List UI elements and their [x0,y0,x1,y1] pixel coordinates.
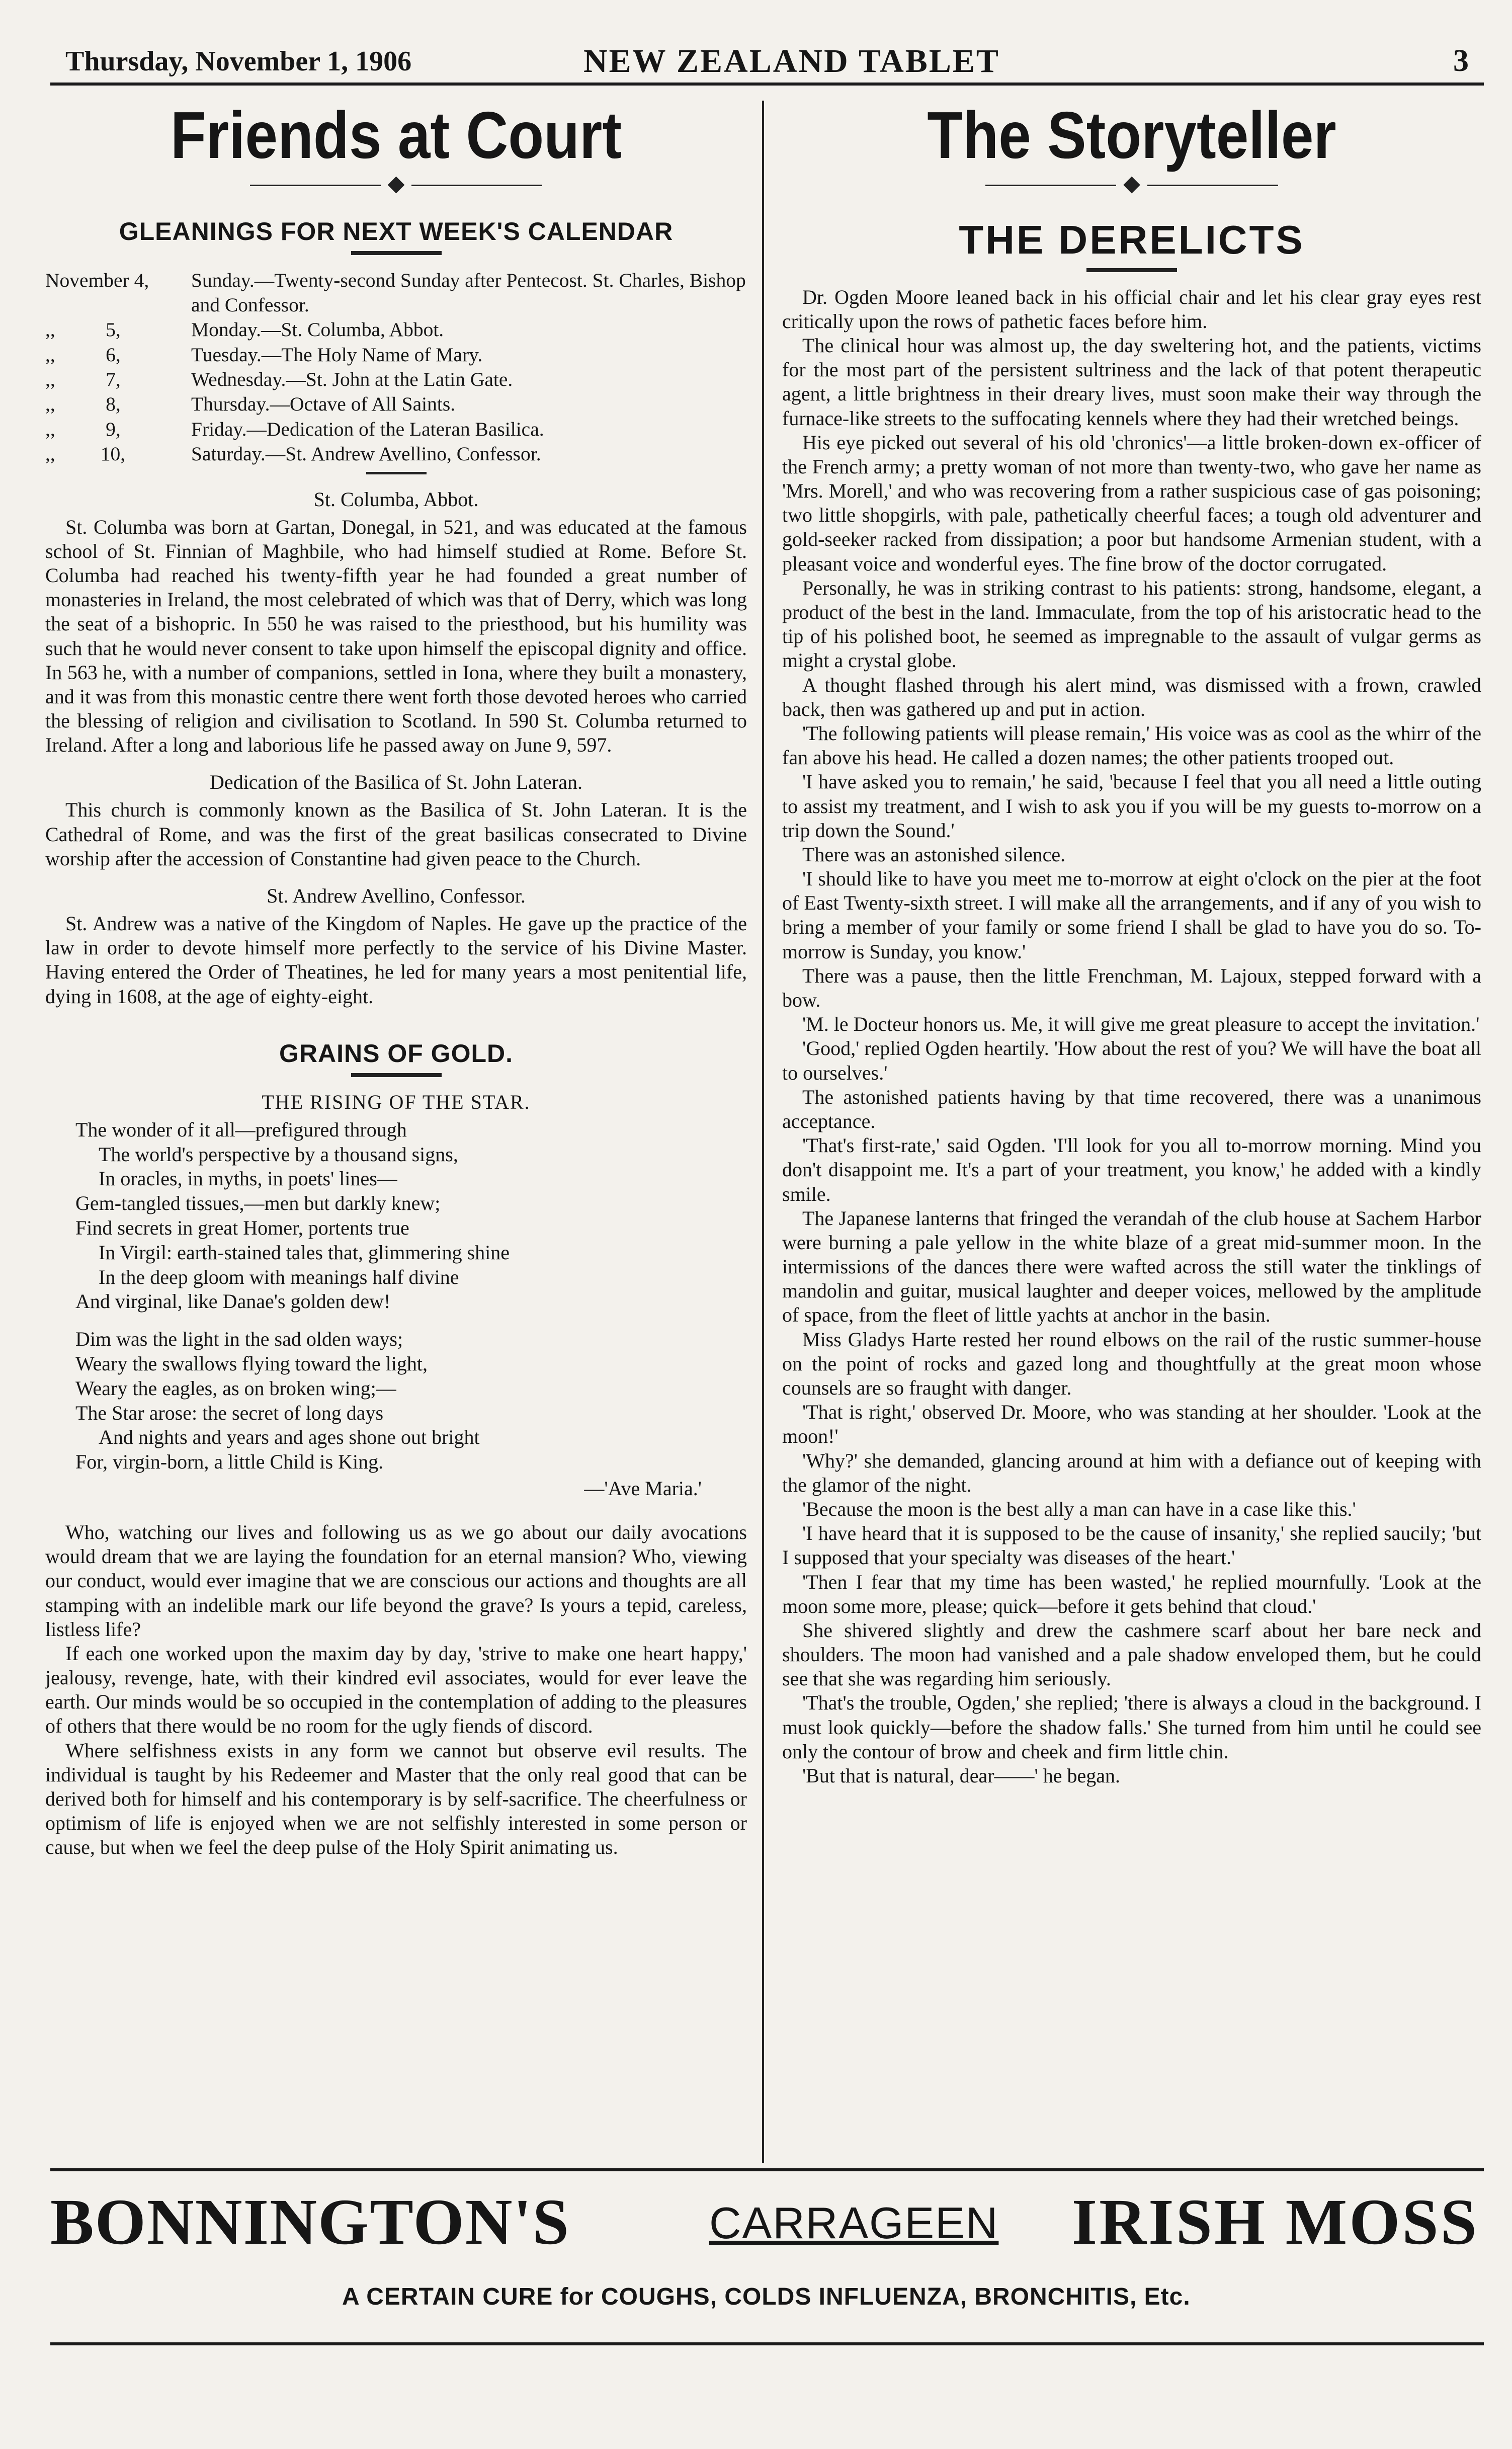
saint-paragraph: St. Columba was born at Gartan, Donegal, in 521, and was educated at the famous school of St. Finnian of Maghbile, who had himself studied at Rome. Before St. Columba had reached his twenty-fifth year he had founded a great number of monasteries in Ireland, the most celebrated of which was that of Derry, which was long the seat of a bishopric. In 550 he was raised to the priesthood, but his humility was such that he would never consent to take upon himself the episcopal dignity and office. In 563 he, with a number of companions, settled in Iona, where they built a monastery, and it was from this monastic centre there went forth those devoted heroes who carried the blessing of religion and civilisation to Scotland. In 590 St. Columba returned to Ireland. After a long and laborious life he passed away on June 9, 597. [45,515,747,757]
grains-paragraph: Where selfishness exists in any form we cannot but observe evil results. The individual is taught by his Redeemer and Master that the only real good that can be derived both for himself and his contemporary is by self-sacrifice. The cheerfulness or optimism of life is enjoyed when we are not selfishly interested in some person or cause, but when we feel the deep pulse of the Holy Spirit animating us. [45,1739,747,1859]
grains-paragraph: If each one worked upon the maxim day by day, 'strive to make one heart happy,' jealousy, revenge, hate, with their kindred evil associates, would for ever leave the earth. Our minds would be so occupied in the contemplation of adding to the pleasures of others that there would be no room for the ugly fiends of discord. [45,1642,747,1738]
calendar-entry: ,, 6, Tuesday.—The Holy Name of Mary. [45,343,483,366]
story-paragraph: 'The following patients will please remain,' His voice was as cool as the whirr of the fan above his head. He called a dozen names; the other patients trooped out. [782,721,1481,769]
calendar-entry: ,, 5, Monday.—St. Columba, Abbot. [45,318,444,341]
ornament-divider-icon: ◆ [45,173,747,195]
story-paragraph: 'That's first-rate,' said Ogden. 'I'll look for you all to-morrow morning. Mind you don't disappoint me. It's a part of your treatment, you know,' he added with a kindly smile. [782,1134,1481,1205]
calendar-entry: ,, 10, Saturday.—St. Andrew Avellino, Confessor. [45,443,541,465]
story-paragraph: 'Why?' she demanded, glancing around at him with a defiance out of keeping with the glamor of the night. [782,1449,1481,1496]
short-rule [366,472,427,474]
poem-line: For, virgin-born, a little Child is King. [75,1450,384,1474]
story-paragraph: 'But that is natural, dear——' he began. [802,1764,1121,1787]
poem-line: In the deep gloom with meanings half divine [99,1265,459,1288]
story-paragraph: Dr. Ogden Moore leaned back in his official chair and let his clear gray eyes rest critically upon the rows of pathetic faces before him. [782,285,1481,333]
poem-line: Gem-tangled tissues,—men but darkly knew; [75,1192,441,1215]
short-rule [1086,268,1177,272]
ornament-divider-icon: ◆ [782,173,1481,195]
poem [75,1118,747,1475]
calendar-entry: ,, 8, Thursday.—Octave of All Saints. [45,393,456,416]
short-rule [351,1073,442,1077]
story-paragraph: She shivered slightly and drew the cashmere scarf about her bare neck and shoulders. The moon had vanished and a pale shadow enveloped them, but he could see that she was regarding him seriously. [782,1618,1481,1690]
story-paragraph: 'I have asked you to remain,' he said, 'because I feel that you all need a little outing to assist my treatment, and I wish to ask you if you will be my guests to-morrow on a trip down the Sound.' [782,770,1481,842]
calendar-list [45,268,747,467]
story-paragraph: 'Then I fear that my time has been wasted,' he replied mournfully. 'Look at the moon some more, please; quick—before it gets behind that cloud.' [782,1570,1481,1617]
story-paragraph: The Japanese lanterns that fringed the verandah of the club house at Sachem Harbor were burning a pale yellow in the white blaze of a great mid-summer moon. In the intermissions of the dances there were wafted across the still water the tinklings of mandolin and guitar, musical laughter and deeper voices, mellowed by the amplitude of space, from the fleet of little yachts at anchor in the basin. [782,1206,1481,1327]
poem-line: Find secrets in great Homer, portents true [75,1216,409,1239]
story-paragraph: Personally, he was in striking contrast to his patients: strong, handsome, elegant, a product of the best in the land. Immaculate, from the top of his aristocratic head to the tip of his polished boot, he seemed as impregnable to the assault of vulgar germs as might a crystal globe. [782,576,1481,672]
story-paragraph: The clinical hour was almost up, the day sweltering hot, and the patients, victims for the most part of the persistent sultriness and the lack of that potent therapeutic agent, a little brightness in their dreary lives, must soon make their way through the furnace-like streets to the suffocating kennels where they had their wretched beings. [782,334,1481,430]
story-paragraph: There was a pause, then the little Frenchman, M. Lajoux, stepped forward with a bow. [782,964,1481,1012]
calendar-entry: ,, 9, Friday.—Dedication of the Lateran Basilica. [45,418,544,440]
story-paragraph: There was an astonished silence. [802,843,1066,866]
friends-at-court-title: Friends at Court [170,101,622,172]
story-paragraph: 'That's the trouble, Ogden,' she replied; 'there is always a cloud in the background. I must look quickly—before the shadow falls.' She turned from him until he could see only the contour of brow and cheek and firm little chin. [782,1691,1481,1763]
grains-heading: GRAINS OF GOLD. [279,1039,513,1068]
poem-title: THE RISING OF THE STAR. [262,1090,531,1113]
story-title: THE DERELICTS [959,217,1305,262]
story-paragraph: 'M. le Docteur honors us. Me, it will give me great pleasure to accept the invitation.' [802,1013,1480,1036]
masthead [50,39,1484,86]
story-paragraph: Miss Gladys Harte rested her round elbows on the rail of the rustic summer-house on the point of rocks and gazed long and thoughtfully at the great moon whose counsels are so fraught with danger. [782,1328,1481,1400]
left-column [45,101,747,2153]
story-paragraph: His eye picked out several of his old 'chronics'—a little broken-down ex-officer of the French army; a pretty woman of not more than twenty-two, who gave her name as 'Mrs. Morell,' and who was recovering from a rather suspicious case of gas poisoning; two little shopgirls, with pale, pathetically cheerful faces; a tough old adventurer and gold-seeker racked from dissipation; a poor but handsome Armenian student, with a pleasant voice and wonderful eyes. The fine brow of the doctor corrugated. [782,431,1481,575]
poem-line: And nights and years and ages shone out bright [99,1426,480,1449]
short-rule [351,251,442,255]
storyteller-title: The Storyteller [927,101,1336,172]
ad-tagline: A CERTAIN CURE for COUGHS, COLDS INFLUENZA, BRONCHITIS, Etc. [342,2283,1191,2310]
grains-paragraph: Who, watching our lives and following us as we go about our daily avocations would dream that we are laying the foundation for an eternal mansion? Who, viewing our conduct, would ever imagine that we are conscious our actions and thoughts are all stamping with an indelible mark our life beyond the grave? Is yours a tepid, careless, listless life? [45,1520,747,1641]
story-paragraph: 'I should like to have you meet me to-morrow at eight o'clock on the pier at the foot of East Twenty-sixth street. I will make all the arrangements, and if any of you wish to bring a member of your family or some friend I shall be glad to have you do so. To-morrow is Sunday, you know.' [782,867,1481,963]
poem-line: In oracles, in myths, in poets' lines— [99,1167,397,1190]
poem-line: Dim was the light in the sad olden ways; [75,1328,403,1351]
saint-paragraph: St. Andrew was a native of the Kingdom of Naples. He gave up the practice of the law in order to devote himself more perfectly to the service of his Divine Master. Having entered the Order of Theatines, he led for many years a most penitential life, dying in 1608, at the age of eighty-eight. [45,912,747,1008]
story-paragraph: 'Good,' replied Ogden heartily. 'How about the rest of you? We will have the boat all to ourselves.' [782,1037,1481,1084]
story-paragraph: 'That is right,' observed Dr. Moore, who was standing at her shoulder. 'Look at the moon!' [782,1401,1481,1448]
page-number: 3 [1453,44,1469,78]
right-column [782,101,1481,2153]
poem-line: Weary the swallows flying toward the light, [75,1352,428,1375]
ad-product: CARRAGEEN [709,2198,999,2248]
story-paragraph: The astonished patients having by that time recovered, there was a unanimous acceptance. [782,1085,1481,1132]
poem-line: Weary the eagles, as on broken wing;— [75,1376,396,1400]
story-paragraph: A thought flashed through his alert mind, was dismissed with a frown, crawled back, then was gathered up and put in action. [782,673,1481,720]
ad-product-name: IRISH MOSS [1071,2186,1479,2258]
saint-paragraph: This church is commonly known as the Basilica of St. John Lateran. It is the Cathedral of Rome, and was the first of the great basilicas consecrated to Divine worship after the accession of Constantine had given peace to the Church. [45,798,747,870]
calendar-heading: GLEANINGS FOR NEXT WEEK'S CALENDAR [119,217,674,246]
newspaper-title: NEW ZEALAND TABLET [583,43,1000,79]
story-paragraph: 'I have heard that it is supposed to be the cause of insanity,' she replied saucily; 'but I supposed that your specialty was diseases of the heart.' [782,1522,1481,1569]
saint-heading: St. Columba, Abbot. [313,487,479,511]
poem-line: And virginal, like Danae's golden dew! [75,1290,391,1313]
issue-date: Thursday, November 1, 1906 [65,46,412,77]
poem-line: In Virgil: earth-stained tales that, glimmering shine [99,1241,510,1264]
column-divider [762,101,764,2163]
advertisement [50,2168,1484,2345]
poem-line: The Star arose: the secret of long days [75,1401,384,1424]
poem-line: The wonder of it all—prefigured through [75,1118,407,1141]
saint-heading: St. Andrew Avellino, Confessor. [267,884,526,908]
story-paragraph: 'Because the moon is the best ally a man can have in a case like this.' [802,1497,1356,1520]
poem-attribution: —'Ave Maria.' [584,1477,702,1500]
calendar-entry: November 4, Sunday.—Twenty-second Sunday after Pentecost. St. Charles, Bishop and Confessor. [45,269,746,316]
saint-heading: Dedication of the Basilica of St. John Lateran. [210,771,582,794]
calendar-entry: ,, 7, Wednesday.—St. John at the Latin Gate. [45,368,513,391]
ad-brand: BONNINGTON'S [50,2186,570,2258]
poem-line: The world's perspective by a thousand signs, [99,1142,458,1166]
